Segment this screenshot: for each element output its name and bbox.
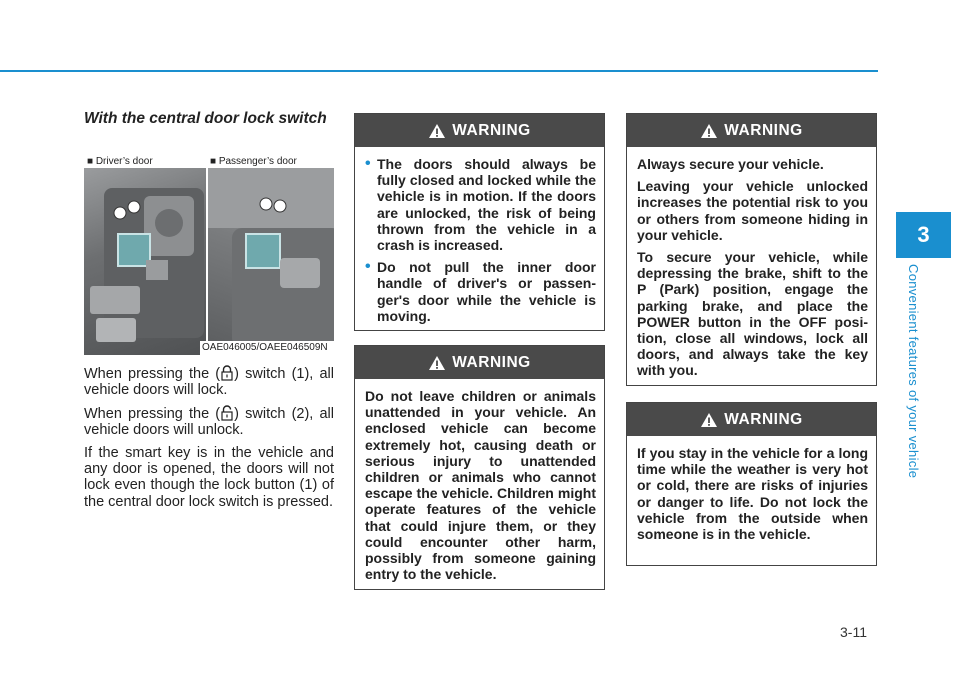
- warning-title: WARNING: [452, 121, 531, 139]
- warning-body: [627, 147, 876, 379]
- warning-bullet: • The doors should always be fully closed and locked while the vehicle is in motion. If the doors are unlocked, the risk of being thrown from the vehicle in a crash is increased.: [365, 156, 596, 253]
- paragraph-lock: [84, 365, 334, 399]
- text: ) switch (2), all vehicle doors will unlock.: [84, 405, 334, 439]
- chapter-title: Convenient features of your vehicle: [906, 264, 921, 479]
- warning-title: WARNING: [724, 121, 803, 139]
- warning-header: [355, 114, 604, 147]
- warning-bullet: • Do not pull the inner door handle of driver's or passen-ger's door while the vehicle is moving.: [365, 259, 596, 324]
- warning-body: [627, 436, 876, 542]
- text: ) switch (1), all vehicle doors will lock.: [84, 366, 334, 399]
- warning-icon: [700, 123, 718, 139]
- left-column: [84, 110, 334, 127]
- chapter-tab: [896, 212, 951, 258]
- warning-icon: [700, 412, 718, 428]
- passenger-door-photo: [208, 168, 334, 355]
- warning-header: [627, 114, 876, 147]
- caption-drivers-door: ■ Driver’s door: [87, 156, 153, 167]
- door-switch-figure: [84, 155, 334, 355]
- warning-text: Always secure your vehicle.: [637, 156, 824, 172]
- paragraph-unlock: [84, 405, 334, 439]
- passenger-door-illustration: [208, 168, 334, 355]
- warning-text: Leaving your vehicle unlocked increases the potential risk to you or others from someone hiding in your vehicle.: [637, 178, 868, 243]
- warning-title: WARNING: [452, 353, 531, 371]
- lock-icon: [220, 365, 234, 381]
- chapter-number: 3: [917, 222, 930, 247]
- header-rule: [0, 70, 878, 72]
- warning-header: [627, 403, 876, 436]
- text: When pressing the (: [84, 405, 221, 422]
- warning-text: If you stay in the vehicle for a long time while the weather is very hot or cold, there are risks of injuries or danger to life. Do not lock the vehicle from the outside when someone is in the vehicle.: [637, 445, 868, 543]
- warning-icon: [428, 123, 446, 139]
- figure-code: OAE046005/OAEE046509N: [200, 341, 334, 355]
- driver-door-photo: [84, 168, 206, 355]
- figure-caption-bar: [84, 155, 334, 168]
- warning-box-children: [354, 345, 605, 590]
- section-heading: With the central door lock switch: [84, 110, 327, 127]
- warning-text: To secure your vehicle, while depressing the brake, shift to the P (Park) position, engage the parking brake, and place the POWER button in the OFF posi-tion, close all windows, lock all doors, and always take the key with you.: [637, 249, 868, 379]
- warning-box-secure-vehicle: [626, 113, 877, 386]
- driver-door-illustration: [84, 168, 206, 355]
- section-body: [84, 365, 334, 516]
- caption-passengers-door: ■ Passenger’s door: [210, 156, 297, 167]
- page-number: 3-11: [840, 624, 867, 640]
- text: When pressing the (: [84, 366, 221, 382]
- warning-title: WARNING: [724, 410, 803, 428]
- warning-text: Do not leave children or animals unattended in your vehicle. An enclosed vehicle can become extremely hot, causing death or serious injury to unattended children or animals who cannot escape the vehicle. Children might operate features of the vehicle that could injure them, or they could encounter other harm, possibly from someone gaining entry to the vehicle.: [365, 388, 596, 583]
- unlock-icon: [220, 405, 234, 421]
- warning-body: [355, 379, 604, 582]
- warning-icon: [428, 355, 446, 371]
- warning-body: [355, 147, 604, 324]
- paragraph-smart-key: If the smart key is in the vehicle and any door is opened, the doors will not lock even though the lock button (1) of the central door lock switch is pressed.: [84, 444, 334, 510]
- warning-box-weather: [626, 402, 877, 566]
- warning-header: [355, 346, 604, 379]
- warning-box-door-closed: [354, 113, 605, 331]
